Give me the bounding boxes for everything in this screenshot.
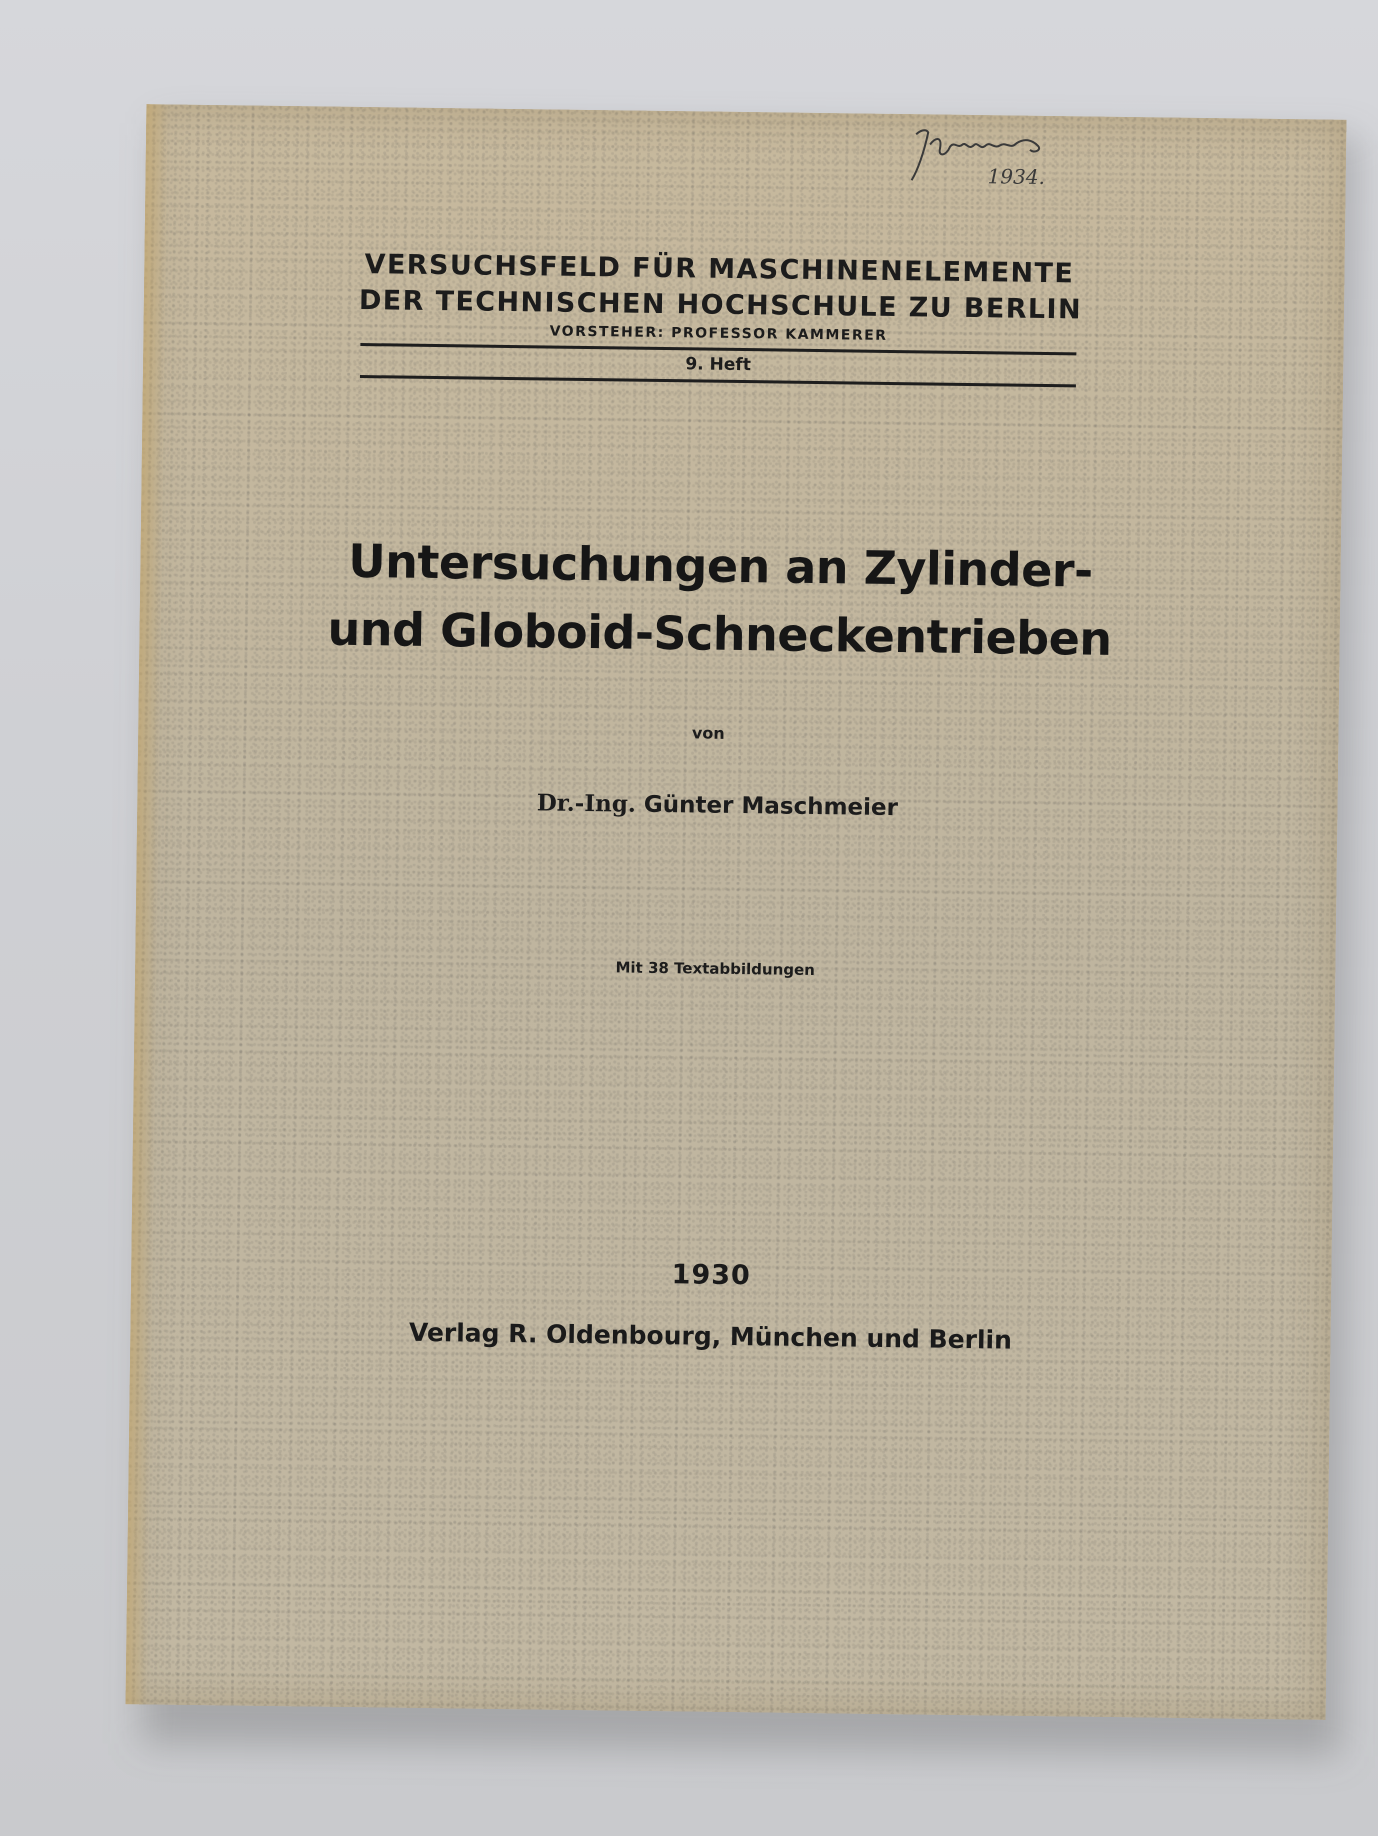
author [457,788,977,822]
title-line2: und Globoid-Schneckentrieben [327,601,1112,666]
series-header [358,247,1083,387]
author-prefix: Dr.-Ing. [536,789,637,818]
byline: von [691,723,725,743]
series-title-line2: DER TECHNISCHEN HOCHSCHULE ZU BERLIN [358,285,1083,326]
publisher: Verlag R. Oldenbourg, München und Berlin [408,1317,1013,1355]
book-title [259,526,1181,674]
handwritten-signature [905,122,1066,204]
series-director: VORSTEHER: PROFESSOR KAMMERER [549,323,888,344]
author-name: Günter Maschmeier [643,791,899,822]
booklet-cover [126,104,1347,1720]
illustrations-note: Mit 38 Textabbildungen [615,958,816,980]
issue-number: 9. Heft [685,354,752,376]
spine-edge [126,104,169,1704]
svg-text:1934.: 1934. [987,164,1046,189]
publication-year: 1930 [671,1259,752,1292]
series-title-line1: VERSUCHSFELD FÜR MASCHINENELEMENTE [364,249,1075,290]
title-line1: Untersuchungen an Zylinder- [348,533,1094,598]
